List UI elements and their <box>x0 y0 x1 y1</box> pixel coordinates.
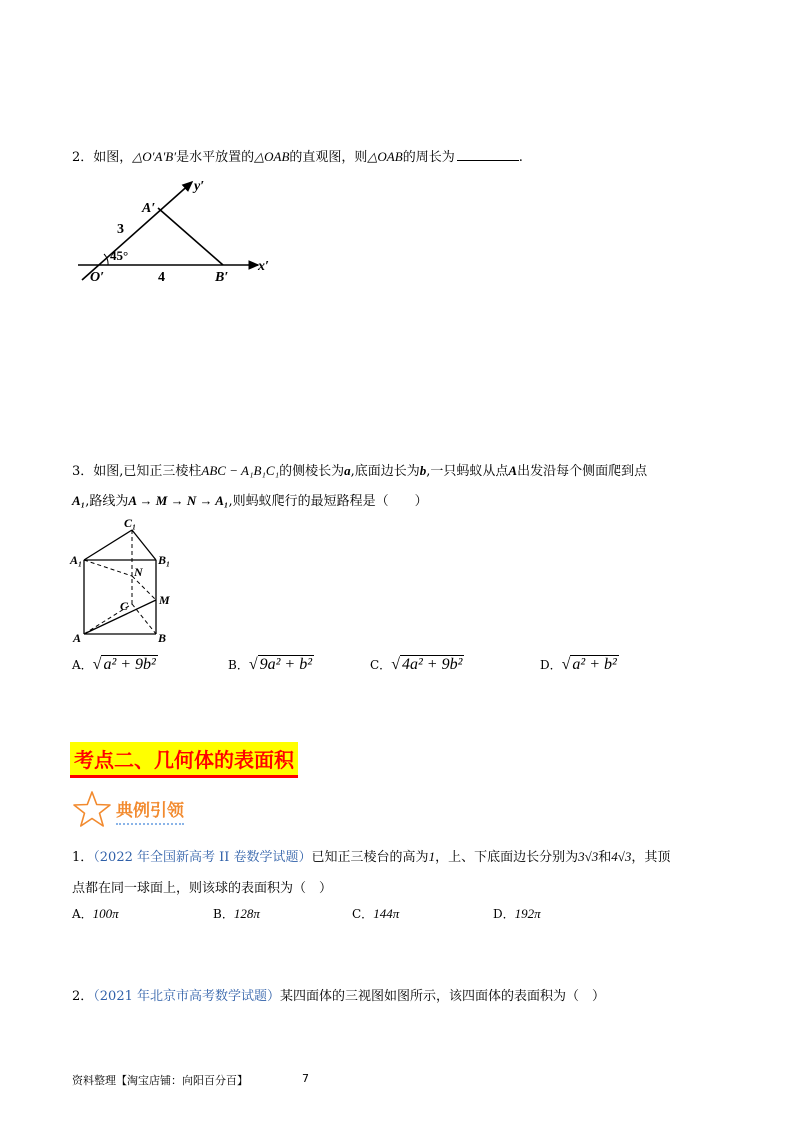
section-badge: 典例引领 <box>116 796 184 825</box>
label-A-prime: A′ <box>142 201 156 216</box>
label-C: C <box>120 599 129 613</box>
route-label: A → M → N → A₁ <box>128 493 229 508</box>
label-A: A <box>73 631 82 645</box>
footer-text: 资料整理【淘宝店铺：向阳百分百】 <box>72 1074 248 1087</box>
prism-label: ABC − A₁B₁C₁ <box>201 463 280 478</box>
label-len-3: 3 <box>117 222 124 237</box>
triangle-label: △O′A′B′ <box>132 149 177 164</box>
label-N: N <box>134 565 143 579</box>
p1-option-d[interactable]: D．192π <box>493 906 541 921</box>
q3-option-b[interactable]: B．√ 9a² + b² <box>228 656 312 673</box>
q3-option-c[interactable]: C．√ 4a² + 9b² <box>370 656 463 673</box>
q3-line2: A₁,路线为A → M → N → A₁,则蚂蚁爬行的最短路程是（ ） <box>72 493 428 509</box>
p1-option-c[interactable]: C．144π <box>352 906 400 921</box>
answer-blank <box>457 150 519 161</box>
q3-line1: 3．如图,已知正三棱柱ABC − A₁B₁C₁的侧棱长为a,底面边长为b,一只蚂蚁从点A出发沿每个侧面爬到点 <box>72 463 648 479</box>
label-B1: B₁ <box>158 553 171 567</box>
p1-line1: 1．（2022 年全国新高考 II 卷数学试题）已知正三棱台的高为1，上、下底面边长分别为3√3和4√3，其顶 <box>72 849 671 865</box>
p1-option-a[interactable]: A．100π <box>72 906 119 921</box>
label-y-prime: y′ <box>194 179 205 194</box>
source-citation: （2022 年全国新高考 II 卷数学试题） <box>93 850 312 865</box>
side-AB <box>158 208 223 265</box>
label-x-prime: x′ <box>258 259 269 274</box>
page-number: 7 <box>302 1072 309 1085</box>
figure-triangular-prism <box>68 516 188 648</box>
label-B: B <box>158 631 167 645</box>
figure-oblique-triangle <box>70 172 280 292</box>
label-A1: A₁ <box>70 553 83 567</box>
q2-number: 2． <box>72 150 94 165</box>
p2-line1: 2．（2021 年北京市高考数学试题）某四面体的三视图如图所示，该四面体的表面积为（ ） <box>72 989 606 1004</box>
triangle-label: △OAB <box>254 149 290 164</box>
triangle-label: △OAB <box>367 149 403 164</box>
label-O-prime: O′ <box>90 270 105 285</box>
p1-line2: 点都在同一球面上，则该球的表面积为（ ） <box>72 881 333 896</box>
source-citation: （2021 年北京市高考数学试题） <box>93 989 280 1004</box>
label-B-prime: B′ <box>215 270 229 285</box>
label-len-4: 4 <box>158 270 165 285</box>
p1-option-b[interactable]: B．128π <box>213 906 260 921</box>
label-C1: C₁ <box>124 516 137 530</box>
label-M: M <box>159 593 170 607</box>
q3-option-d[interactable]: D．√ a² + b² <box>540 656 617 673</box>
q3-option-a[interactable]: A．√ a² + 9b² <box>72 656 156 673</box>
label-angle: 45° <box>110 248 129 263</box>
star-icon <box>72 790 112 828</box>
q2-text: 2．如图，△O′A′B′是水平放置的△OAB的直观图，则△OAB的周长为 . <box>72 149 523 165</box>
section-heading: 考点二、几何体的表面积 <box>70 742 298 778</box>
